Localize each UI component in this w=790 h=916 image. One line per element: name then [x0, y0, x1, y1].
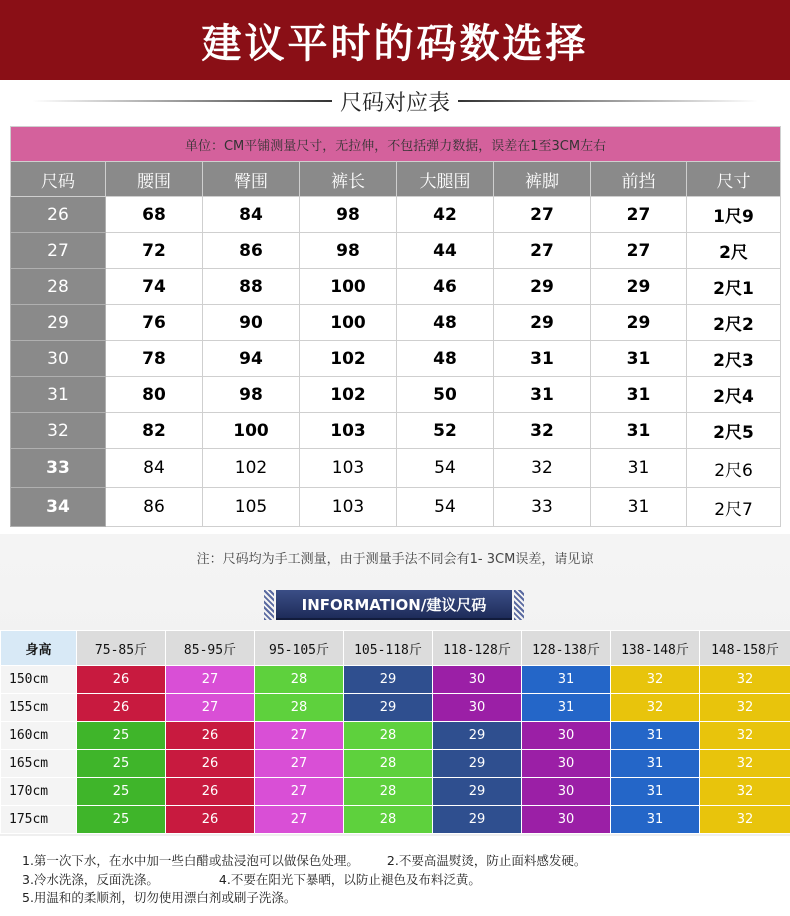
- page-title: 建议平时的码数选择: [201, 20, 589, 67]
- size-col-header: 前挡: [591, 162, 687, 197]
- measurement-note: 注：尺码均为手工测量，由于测量手法不同会有1- 3CM误差，请见谅: [196, 552, 594, 567]
- size-row: [11, 233, 781, 269]
- care-instructions: [22, 852, 782, 908]
- size-label: 26: [11, 197, 106, 233]
- weight-col-header: 128-138斤: [522, 631, 611, 666]
- recommended-size-cell: 30: [433, 666, 522, 694]
- recommended-size-cell: 29: [344, 694, 433, 722]
- size-col-header: 臀围: [203, 162, 300, 197]
- size-label: 32: [11, 413, 106, 449]
- size-cell: 103: [300, 413, 397, 449]
- size-cell: 2尺1: [687, 269, 781, 305]
- size-cell: 27: [494, 197, 591, 233]
- recommended-size-cell: 29: [433, 778, 522, 806]
- recommended-size-cell: 26: [77, 694, 166, 722]
- height-label: 165cm: [1, 750, 77, 778]
- size-cell: 86: [203, 233, 300, 269]
- size-label: 27: [11, 233, 106, 269]
- weight-col-header: 148-158斤: [700, 631, 790, 666]
- size-row: [11, 488, 781, 527]
- recommended-size-cell: 28: [344, 778, 433, 806]
- size-cell: 32: [494, 413, 591, 449]
- size-cell: 98: [203, 377, 300, 413]
- size-cell: 102: [300, 377, 397, 413]
- size-cell: 52: [397, 413, 494, 449]
- size-cell: 1尺9: [687, 197, 781, 233]
- size-cell: 102: [203, 449, 300, 488]
- height-label: 160cm: [1, 722, 77, 750]
- recommended-size-cell: 26: [166, 722, 255, 750]
- size-table: [10, 126, 781, 527]
- size-cell: 82: [106, 413, 203, 449]
- size-col-header: 尺寸: [687, 162, 781, 197]
- size-cell: 42: [397, 197, 494, 233]
- size-cell: 88: [203, 269, 300, 305]
- recommend-row: [1, 666, 790, 694]
- size-cell: 32: [494, 449, 591, 488]
- recommended-size-cell: 30: [522, 806, 611, 834]
- size-col-header: 裤长: [300, 162, 397, 197]
- size-cell: 2尺3: [687, 341, 781, 377]
- size-cell: 68: [106, 197, 203, 233]
- size-cell: 31: [591, 449, 687, 488]
- size-cell: 2尺2: [687, 305, 781, 341]
- size-label: 29: [11, 305, 106, 341]
- size-cell: 90: [203, 305, 300, 341]
- care-line: [22, 852, 782, 871]
- recommended-size-cell: 30: [522, 722, 611, 750]
- size-cell: 48: [397, 305, 494, 341]
- recommended-size-cell: 26: [166, 806, 255, 834]
- recommended-size-cell: 31: [522, 694, 611, 722]
- size-row: [11, 197, 781, 233]
- size-cell: 27: [591, 197, 687, 233]
- recommended-size-cell: 25: [77, 806, 166, 834]
- recommended-size-cell: 26: [77, 666, 166, 694]
- recommended-size-cell: 29: [433, 750, 522, 778]
- size-cell: 2尺4: [687, 377, 781, 413]
- size-cell: 98: [300, 233, 397, 269]
- size-col-header: 大腿围: [397, 162, 494, 197]
- size-label: 30: [11, 341, 106, 377]
- recommended-size-cell: 28: [344, 722, 433, 750]
- care-item: 3.冷水洗涤，反面洗涤。: [22, 871, 159, 887]
- size-cell: 50: [397, 377, 494, 413]
- size-cell: 2尺5: [687, 413, 781, 449]
- size-col-header: 尺码: [11, 162, 106, 197]
- size-cell: 31: [591, 488, 687, 527]
- recommended-size-cell: 27: [255, 778, 344, 806]
- size-label: 31: [11, 377, 106, 413]
- badge-decoration: [514, 590, 524, 620]
- size-cell: 31: [494, 377, 591, 413]
- size-cell: 98: [300, 197, 397, 233]
- size-row: [11, 413, 781, 449]
- size-cell: 94: [203, 341, 300, 377]
- weight-col-header: 138-148斤: [611, 631, 700, 666]
- recommended-size-cell: 32: [700, 778, 790, 806]
- recommended-size-cell: 26: [166, 778, 255, 806]
- recommended-size-cell: 32: [611, 666, 700, 694]
- recommended-size-cell: 29: [433, 722, 522, 750]
- recommended-size-cell: 32: [700, 722, 790, 750]
- size-chart: [10, 126, 780, 527]
- size-table-header: [11, 162, 781, 197]
- height-label: 175cm: [1, 806, 77, 834]
- weight-col-header: 105-118斤: [344, 631, 433, 666]
- size-cell: 27: [494, 233, 591, 269]
- recommend-chart: [0, 630, 790, 834]
- size-col-header: 裤脚: [494, 162, 591, 197]
- recommend-table-header: [1, 631, 790, 666]
- size-cell: 103: [300, 449, 397, 488]
- recommend-row: [1, 750, 790, 778]
- height-label: 155cm: [1, 694, 77, 722]
- care-line: [22, 889, 782, 908]
- size-cell: 31: [591, 377, 687, 413]
- height-label: 150cm: [1, 666, 77, 694]
- recommended-size-cell: 31: [611, 778, 700, 806]
- subtitle-text: 尺码对应表: [339, 90, 450, 116]
- unit-note-row: [11, 127, 781, 162]
- recommended-size-cell: 30: [522, 778, 611, 806]
- recommended-size-cell: 27: [166, 666, 255, 694]
- size-row: [11, 305, 781, 341]
- size-cell: 29: [494, 305, 591, 341]
- size-cell: 31: [494, 341, 591, 377]
- size-row: [11, 449, 781, 488]
- weight-col-header: 118-128斤: [433, 631, 522, 666]
- recommended-size-cell: 31: [611, 750, 700, 778]
- height-col-header: 身高: [1, 631, 77, 666]
- size-cell: 100: [203, 413, 300, 449]
- recommend-row: [1, 778, 790, 806]
- size-label: 34: [11, 488, 106, 527]
- size-cell: 2尺: [687, 233, 781, 269]
- size-cell: 48: [397, 341, 494, 377]
- size-cell: 86: [106, 488, 203, 527]
- size-cell: 46: [397, 269, 494, 305]
- size-cell: 100: [300, 269, 397, 305]
- badge-decoration: [264, 590, 274, 620]
- recommended-size-cell: 29: [344, 666, 433, 694]
- size-cell: 2尺6: [687, 449, 781, 488]
- size-row: [11, 269, 781, 305]
- size-cell: 31: [591, 341, 687, 377]
- size-col-header: 腰围: [106, 162, 203, 197]
- recommended-size-cell: 28: [255, 666, 344, 694]
- recommended-size-cell: 27: [166, 694, 255, 722]
- size-cell: 31: [591, 413, 687, 449]
- recommended-size-cell: 32: [700, 666, 790, 694]
- weight-col-header: 75-85斤: [77, 631, 166, 666]
- recommended-size-cell: 32: [700, 806, 790, 834]
- recommended-size-cell: 25: [77, 778, 166, 806]
- care-item: 4.不要在阳光下暴晒，以防止褪色及布料泛黄。: [218, 871, 481, 887]
- size-cell: 29: [591, 269, 687, 305]
- recommended-size-cell: 32: [611, 694, 700, 722]
- recommended-size-cell: 32: [700, 750, 790, 778]
- divider-line: [32, 100, 332, 102]
- information-badge: [276, 590, 512, 620]
- size-cell: 100: [300, 305, 397, 341]
- recommended-size-cell: 28: [344, 806, 433, 834]
- unit-note: 单位：CM平铺测量尺寸，无拉伸，不包括弹力数据，误差在1至3CM左右: [11, 127, 781, 162]
- size-cell: 29: [591, 305, 687, 341]
- header-banner: [0, 0, 790, 80]
- information-badge-label: INFORMATION/建议尺码: [301, 595, 487, 614]
- recommended-size-cell: 25: [77, 750, 166, 778]
- size-label: 28: [11, 269, 106, 305]
- divider-line: [458, 100, 758, 102]
- recommended-size-cell: 30: [522, 750, 611, 778]
- size-cell: 2尺7: [687, 488, 781, 527]
- size-cell: 33: [494, 488, 591, 527]
- recommend-row: [1, 694, 790, 722]
- size-cell: 80: [106, 377, 203, 413]
- recommended-size-cell: 28: [344, 750, 433, 778]
- recommend-table: [0, 630, 790, 834]
- size-cell: 84: [203, 197, 300, 233]
- size-cell: 29: [494, 269, 591, 305]
- size-cell: 84: [106, 449, 203, 488]
- care-item: 1.第一次下水，在水中加一些白醋或盐浸泡可以做保色处理。: [22, 853, 359, 868]
- recommended-size-cell: 31: [611, 806, 700, 834]
- size-cell: 72: [106, 233, 203, 269]
- size-cell: 76: [106, 305, 203, 341]
- size-label: 33: [11, 449, 106, 488]
- recommended-size-cell: 25: [77, 722, 166, 750]
- recommended-size-cell: 28: [255, 694, 344, 722]
- weight-col-header: 95-105斤: [255, 631, 344, 666]
- recommended-size-cell: 27: [255, 722, 344, 750]
- recommended-size-cell: 31: [611, 722, 700, 750]
- recommended-size-cell: 32: [700, 694, 790, 722]
- care-line: [22, 871, 782, 890]
- size-cell: 54: [397, 488, 494, 527]
- size-cell: 103: [300, 488, 397, 527]
- recommended-size-cell: 27: [255, 806, 344, 834]
- recommended-size-cell: 30: [433, 694, 522, 722]
- recommended-size-cell: 29: [433, 806, 522, 834]
- size-cell: 44: [397, 233, 494, 269]
- size-cell: 27: [591, 233, 687, 269]
- recommended-size-cell: 26: [166, 750, 255, 778]
- recommend-row: [1, 722, 790, 750]
- size-cell: 54: [397, 449, 494, 488]
- size-cell: 74: [106, 269, 203, 305]
- size-row: [11, 341, 781, 377]
- size-cell: 105: [203, 488, 300, 527]
- weight-col-header: 85-95斤: [166, 631, 255, 666]
- size-cell: 102: [300, 341, 397, 377]
- section-subtitle: [0, 84, 790, 118]
- recommended-size-cell: 31: [522, 666, 611, 694]
- recommend-row: [1, 806, 790, 834]
- care-item: 2.不要高温熨烫，防止面料感发硬。: [386, 853, 587, 868]
- size-cell: 78: [106, 341, 203, 377]
- care-item: 5.用温和的柔顺剂，切勿使用漂白剂或刷子洗涤。: [22, 890, 297, 905]
- size-row: [11, 377, 781, 413]
- height-label: 170cm: [1, 778, 77, 806]
- recommended-size-cell: 27: [255, 750, 344, 778]
